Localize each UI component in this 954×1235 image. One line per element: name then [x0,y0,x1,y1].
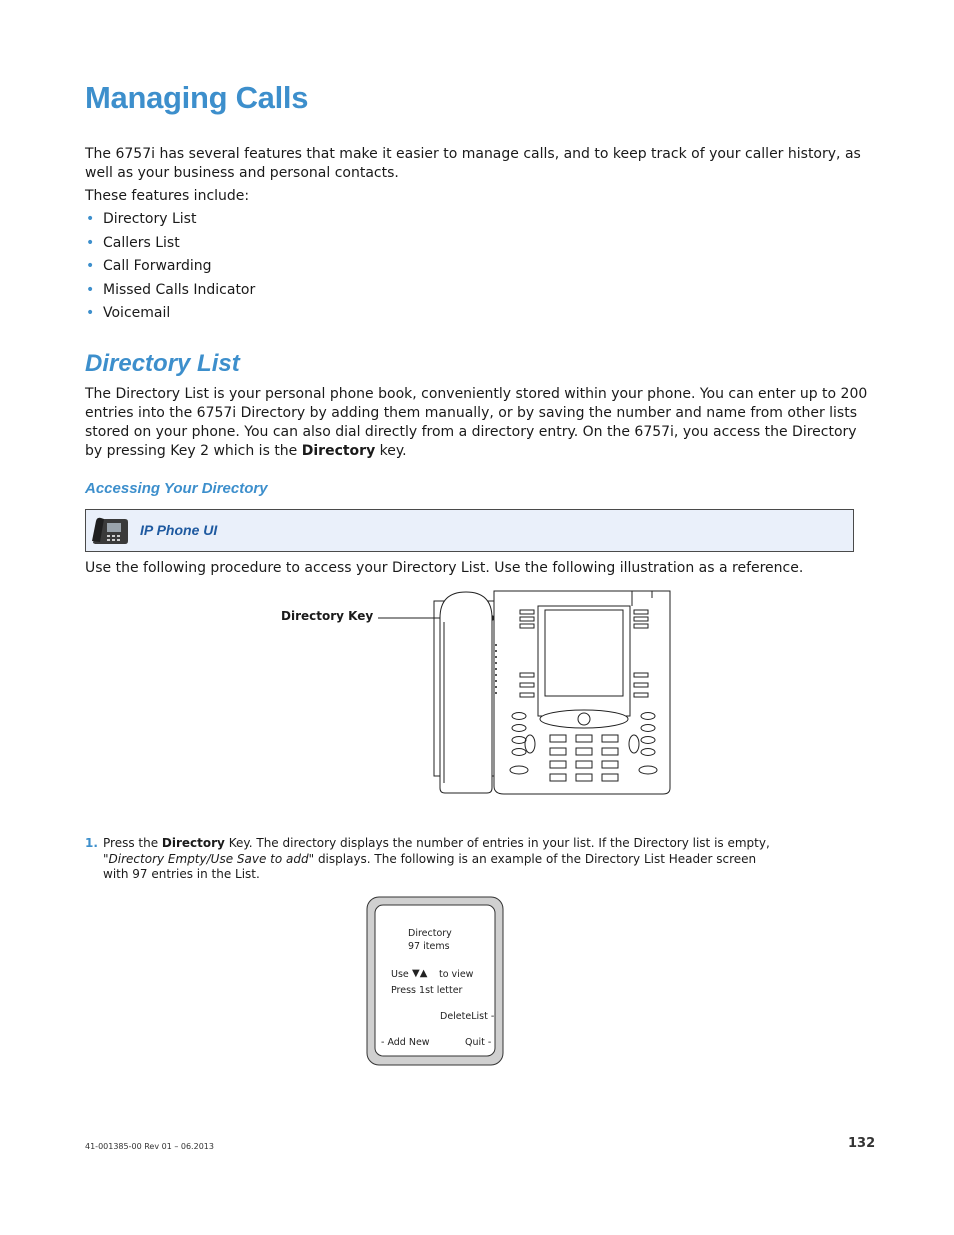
ip-phone-ui-box [85,509,854,552]
ui-box-label: IP Phone UI [140,522,218,538]
softkey-delete-list: DeleteList - [440,1011,495,1022]
section-paragraph: The Directory List is your personal phone book, conveniently stored within your phone. You can enter up to 200 entries into the 6757i Directory by adding them manually, or by saving the number and name from other lists stored on your phone. You can also dial directly from a directory entry. On the 6757i, you access the Directory by pressing Key 2 which is the Directory key. [85,386,868,459]
softkey-quit: Quit - [465,1037,492,1048]
intro-paragraph: The 6757i has several features that make it easier to manage calls, and to keep track of your caller history, as well as your business and personal contacts. [85,146,861,181]
phone-illustration [370,588,675,800]
directory-key-callout: Directory Key [281,609,374,623]
step-1: 1. Press the Directory Key. The directory displays the number of entries in your list. If the Directory list is empty, "Directory Empty/Use Save to add" displays. The following is an example of the Directory List Header screen with 97 entries in the List. [85,836,770,881]
list-item: • Callers List [86,234,180,251]
screen-press-letter: Press 1st letter [391,985,463,996]
screen-line-1: Directory [408,928,452,939]
features-list [85,210,255,328]
procedure-intro: Use the following procedure to access your Directory List. Use the following illustration as a reference. [85,560,804,576]
softkey-add-new: - Add New [381,1037,430,1048]
screen-to-view: to view [439,969,474,980]
section-title: Directory List [85,350,240,377]
arrow-down-up-icon: ▼▲ [412,968,428,979]
screen-use-label: Use [391,969,409,980]
screen-line-2: 97 items [408,941,450,952]
list-item: • Voicemail [86,305,171,321]
list-item: • Missed Calls Indicator [86,281,256,298]
footer-doc-number: 41-001385-00 Rev 01 – 06.2013 [85,1142,214,1151]
list-item: • Directory List [86,211,197,227]
features-intro: These features include: [85,188,250,204]
desk-phone-icon [89,515,131,547]
page-number: 132 [848,1136,876,1151]
list-item: • Call Forwarding [86,258,212,274]
subsection-title: Accessing Your Directory [85,480,268,497]
page-title: Managing Calls [85,80,309,115]
